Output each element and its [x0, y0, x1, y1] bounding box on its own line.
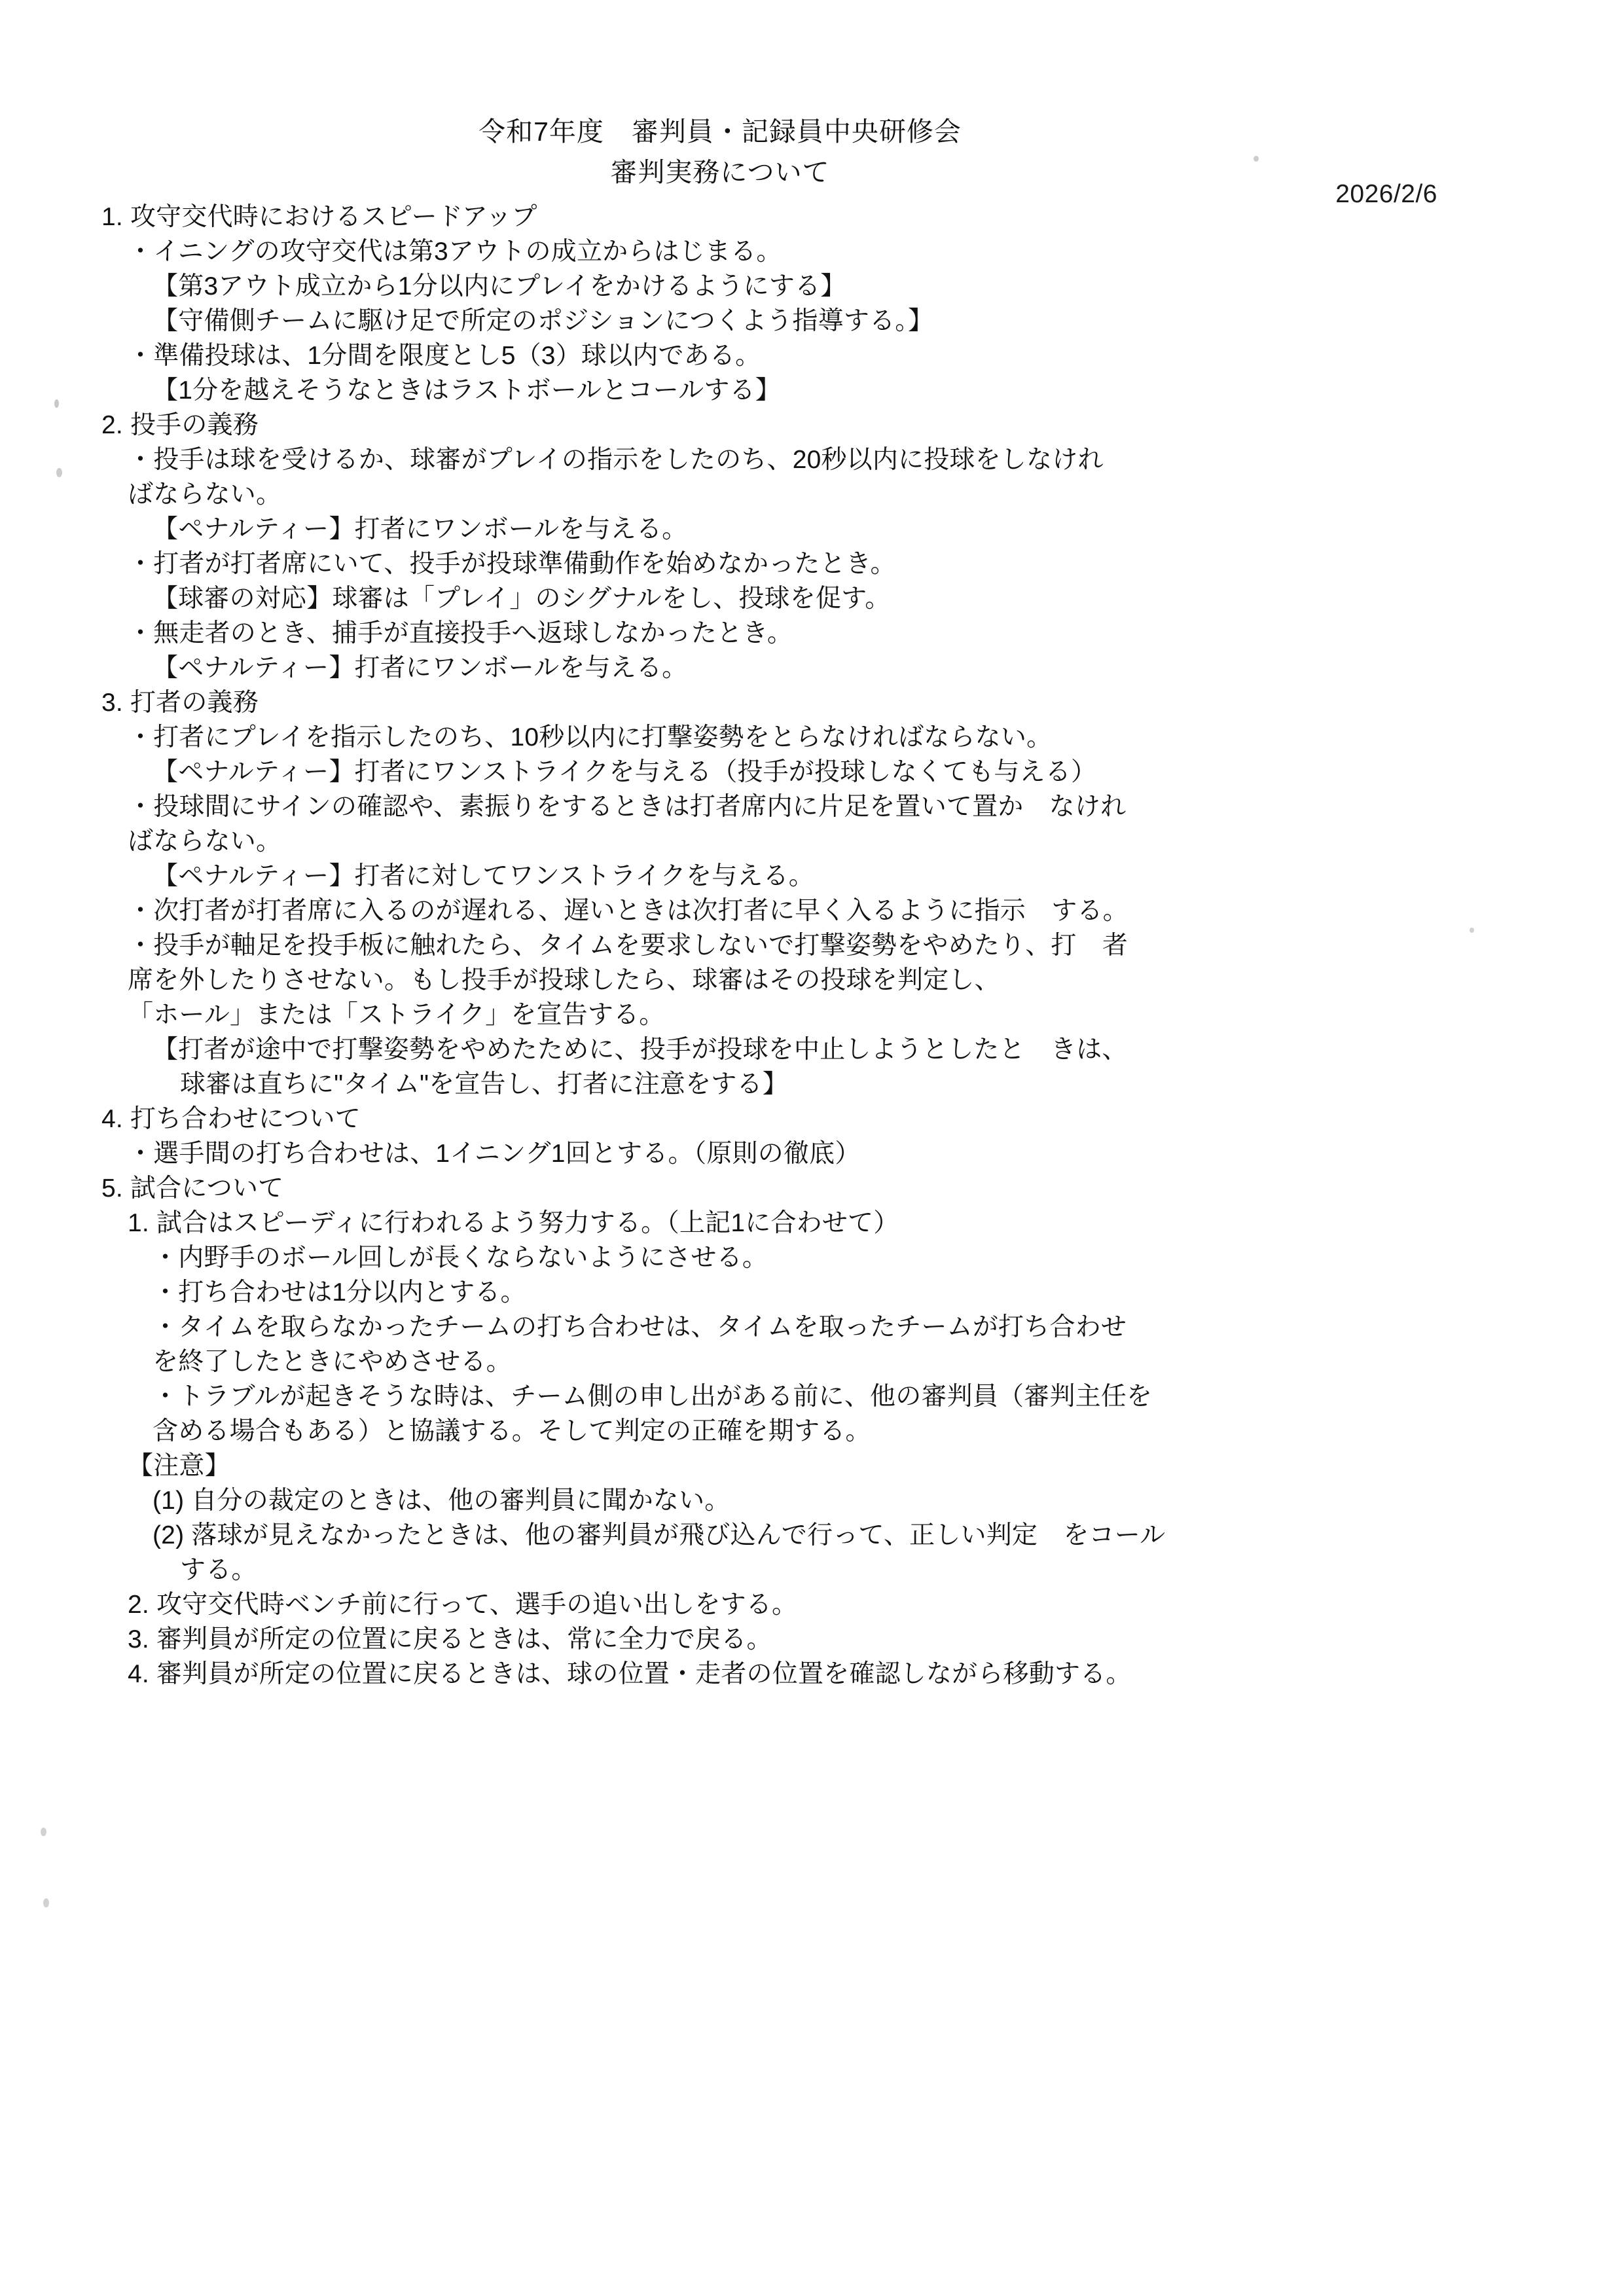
body-line: ・打者にプレイを指示したのち、10秒以内に打撃姿勢をとらなければならない。 [128, 723, 1053, 751]
body-line: 【守備側チームに駆け足で所定のポジションにつくよう指導する。】 [153, 307, 934, 335]
body-line: 5. 試合について [101, 1174, 284, 1202]
body-line: 3. 審判員が所定の位置に戻るときは、常に全力で戻る。 [128, 1625, 772, 1653]
body-line: ・投手が軸足を投手板に触れたら、タイムを要求しないで打撃姿勢をやめたり、打 者 [128, 931, 1128, 960]
body-line: ・打者が打者席にいて、投手が投球準備動作を始めなかったとき。 [128, 550, 896, 578]
body-line: ばならない。 [128, 827, 282, 856]
body-line: 4. 審判員が所定の位置に戻るときは、球の位置・走者の位置を確認しながら移動する。 [128, 1660, 1132, 1688]
body-line: ・投手は球を受けるか、球審がプレイの指示をしたのち、20秒以内に投球をしなけれ [128, 446, 1104, 474]
scan-speck [43, 1898, 49, 1907]
body-line: 【注意】 [128, 1452, 230, 1480]
body-line: ・準備投球は、1分間を限度とし5（3）球以内である。 [128, 342, 761, 370]
body-line: 【打者が途中で打撃姿勢をやめたために、投手が投球を中止しようとしたと きは、 [153, 1036, 1128, 1064]
scan-speck [54, 399, 59, 408]
body-line: 【第3アウト成立から1分以内にプレイをかけるようにする】 [153, 272, 846, 300]
body-line: 2. 投手の義務 [101, 411, 259, 439]
body-line: ・タイムを取らなかったチームの打ち合わせは、タイムを取ったチームが打ち合わせ [153, 1313, 1127, 1341]
body-line: 【1分を越えそうなときはラストボールとコールする】 [153, 376, 781, 405]
body-line: 1. 攻守交代時におけるスピードアップ [101, 203, 537, 231]
body-line: ・イニングの攻守交代は第3アウトの成立からはじまる。 [128, 238, 782, 266]
body-line: 含める場合もある）と協議する。そして判定の正確を期する。 [153, 1417, 871, 1445]
scan-speck [1470, 928, 1474, 933]
body-line: ・無走者のとき、捕手が直接投手へ返球しなかったとき。 [128, 619, 793, 647]
body-line: 3. 打者の義務 [101, 689, 259, 717]
body-line: 【ペナルティー】打者にワンボールを与える。 [153, 654, 688, 682]
body-line: ・次打者が打者席に入るのが遅れる、遅いときは次打者に早く入るように指示 する。 [128, 897, 1128, 925]
body-line: 1. 試合はスピーディに行われるよう努力する。（上記1に合わせて） [128, 1209, 899, 1237]
body-line: 「ホール」または「ストライク」を宣告する。 [128, 1001, 665, 1029]
body-line: 【球審の対応】球審は「プレイ」のシグナルをし、投球を促す。 [153, 585, 891, 613]
document-body [101, 200, 1456, 1691]
body-line: 球審は直ちに"タイム"を宣告し、打者に注意をする】 [180, 1070, 788, 1098]
body-line: 【ペナルティー】打者にワンボールを与える。 [153, 515, 688, 543]
body-line: する。 [180, 1556, 257, 1584]
body-line: ・選手間の打ち合わせは、1イニング1回とする。（原則の徹底） [128, 1140, 861, 1168]
title-line-2: 審判実務について [610, 157, 830, 187]
body-line: 席を外したりさせない。もし投手が投球したら、球審はその投球を判定し、 [128, 966, 1000, 994]
body-line: (1) 自分の裁定のときは、他の審判員に聞かない。 [153, 1487, 731, 1515]
scan-speck [41, 1828, 46, 1836]
scan-speck [56, 468, 62, 477]
body-line: (2) 落球が見えなかったときは、他の審判員が飛び込んで行って、正しい判定 をコール [153, 1521, 1166, 1549]
body-line: ばならない。 [128, 480, 282, 509]
body-line: 2. 攻守交代時ベンチ前に行って、選手の追い出しをする。 [128, 1591, 798, 1619]
body-line: 4. 打ち合わせについて [101, 1105, 361, 1133]
document-date: 2026/2/6 [1335, 180, 1437, 208]
document-title [0, 111, 1440, 192]
body-line: 【ペナルティー】打者にワンストライクを与える（投手が投球しなくても与える） [153, 758, 1097, 786]
title-line-1: 令和7年度 審判員・記録員中央研修会 [478, 117, 962, 147]
body-line: ・トラブルが起きそうな時は、チーム側の申し出がある前に、他の審判員（審判主任を [153, 1382, 1153, 1411]
body-line: ・内野手のボール回しが長くならないようにさせる。 [153, 1244, 768, 1272]
body-line: を終了したときにやめさせる。 [153, 1348, 512, 1376]
body-line: ・投球間にサインの確認や、素振りをするときは打者席内に片足を置いて置か なけれ [128, 793, 1127, 821]
body-line: ・打ち合わせは1分以内とする。 [153, 1278, 526, 1307]
body-line: 【ペナルティー】打者に対してワンストライクを与える。 [153, 862, 815, 890]
